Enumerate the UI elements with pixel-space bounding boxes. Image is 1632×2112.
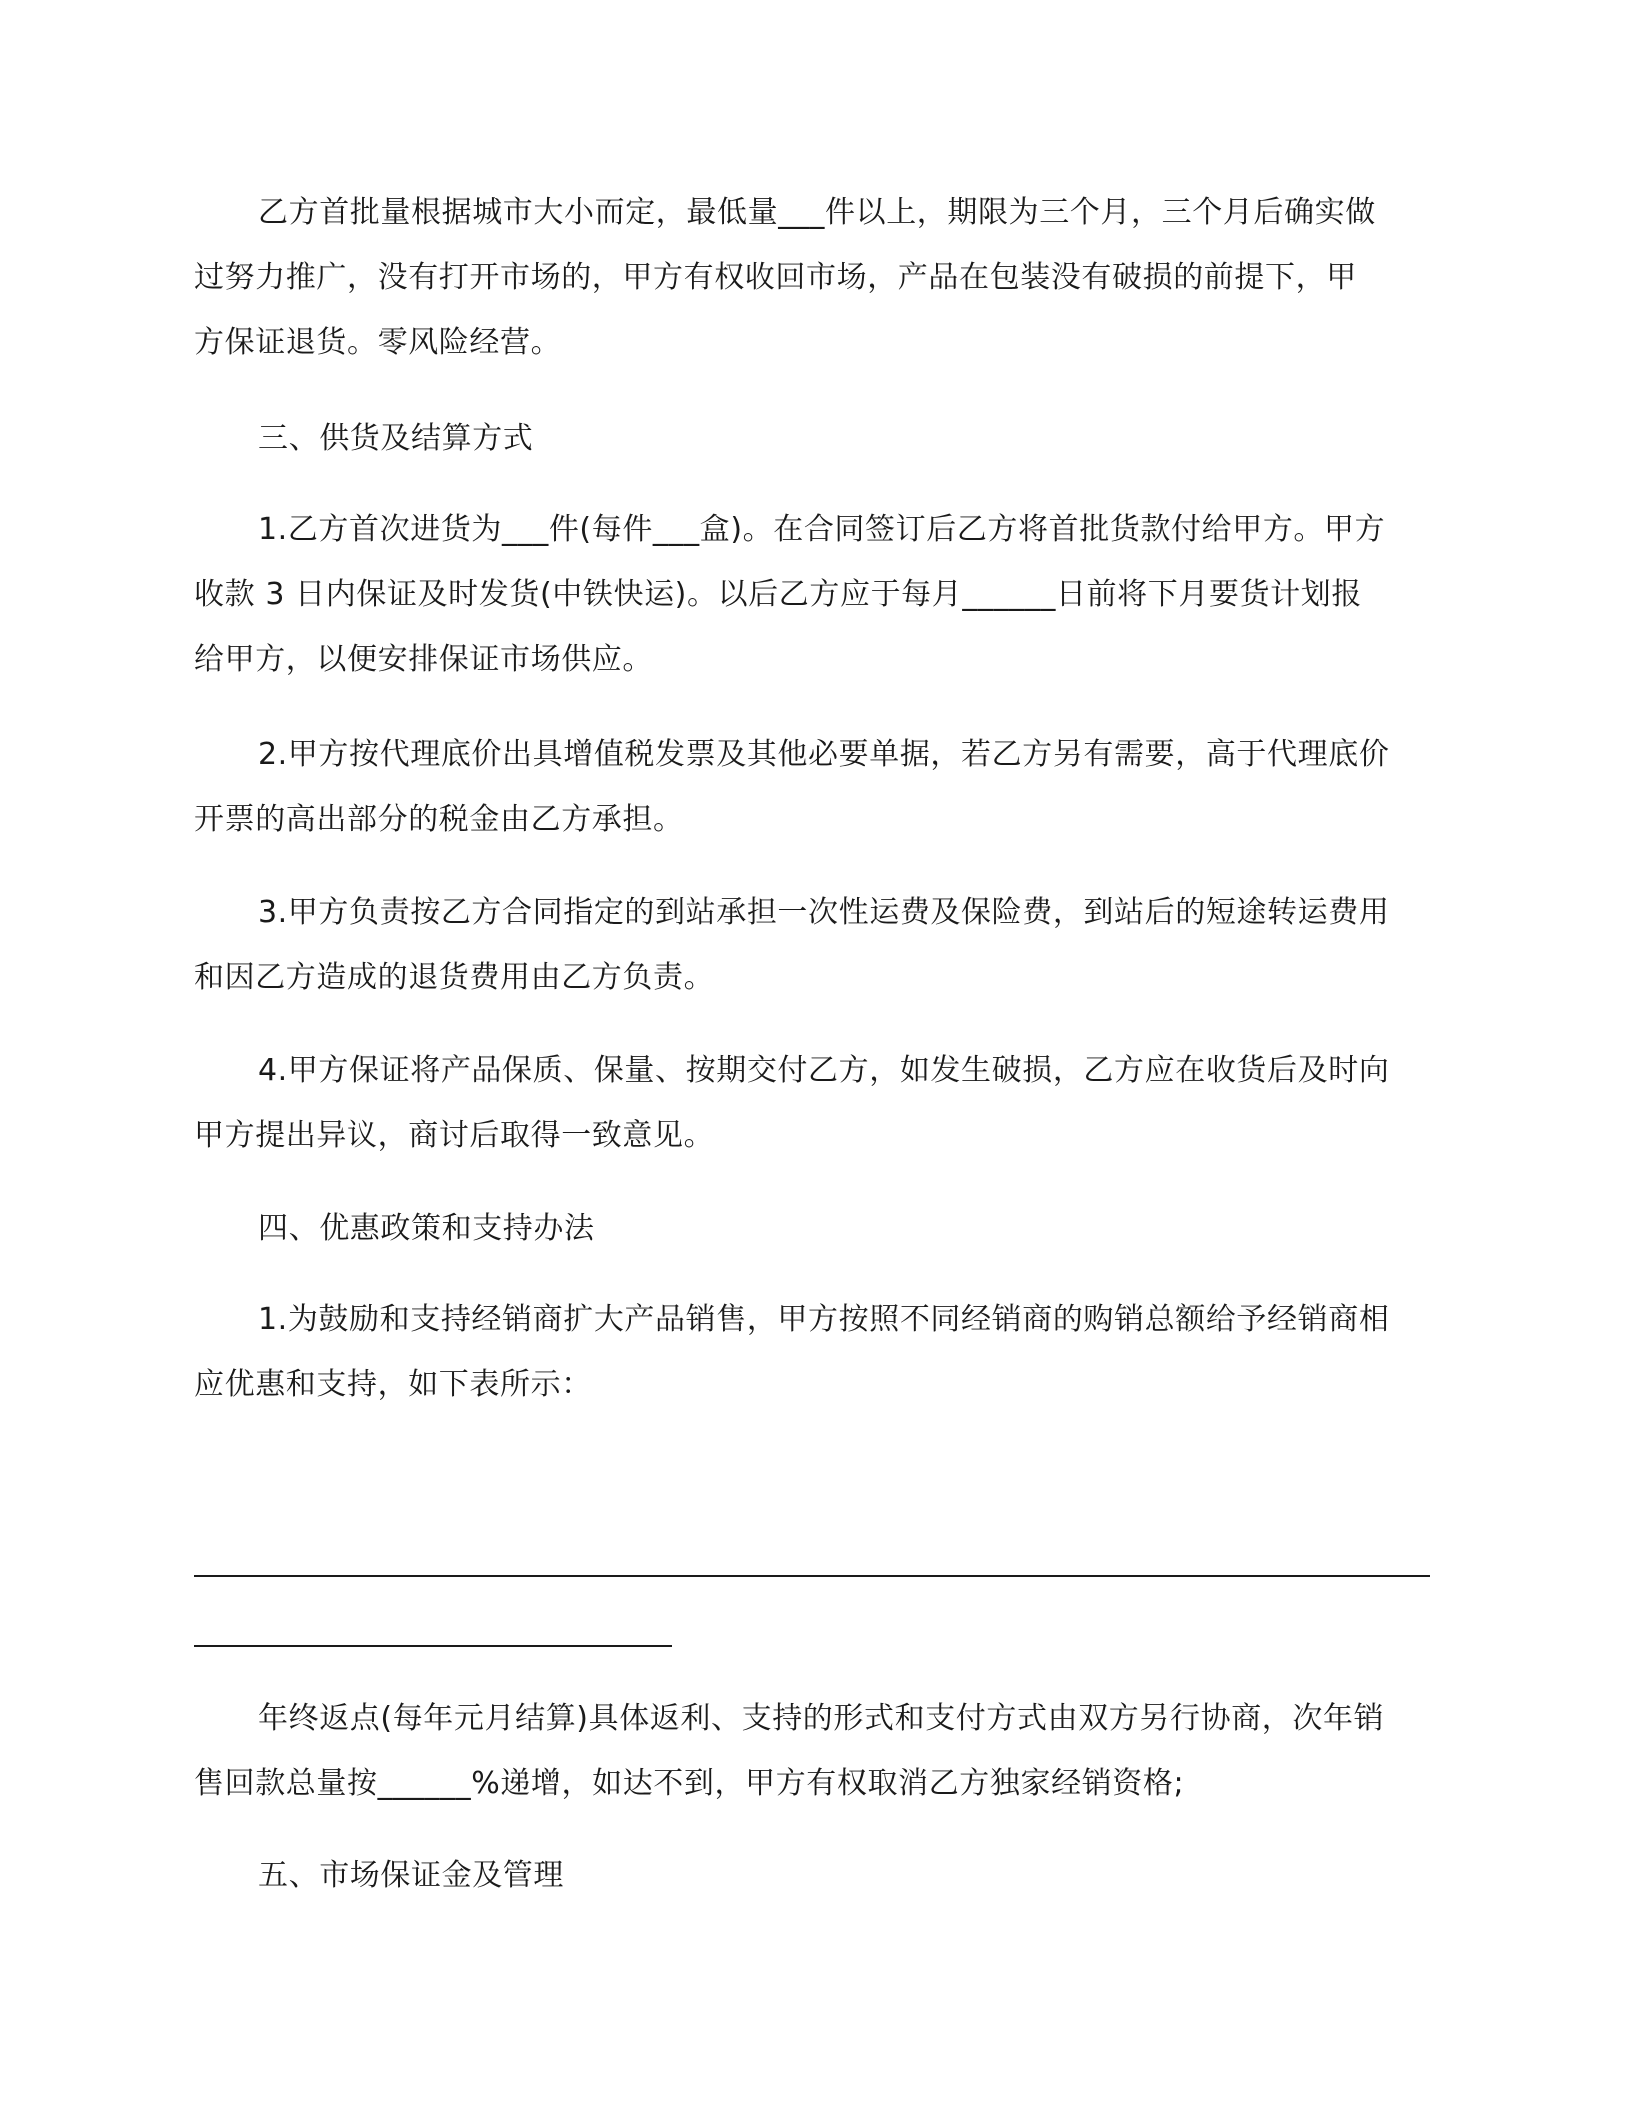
paragraph-supply-2 [194,722,1430,852]
section-heading-policies: 四、优惠政策和支持办法 [258,1211,595,1246]
text-line: 乙方首批量根据城市大小而定，最低量___件以上，期限为三个月，三个月后确实做 [258,195,1376,230]
text-line: 甲方提出异议，商讨后取得一致意见。 [194,1118,715,1153]
text-line: 2.甲方按代理底价出具增值税发票及其他必要单据，若乙方另有需要，高于代理底价 [258,737,1390,772]
paragraph-supply-3 [194,880,1430,1010]
section-heading-supply-settlement: 三、供货及结算方式 [258,421,534,456]
text-line: 和因乙方造成的退货费用由乙方负责。 [194,960,715,995]
text-line: 过努力推广，没有打开市场的，甲方有权收回市场，产品在包装没有破损的前提下，甲 [194,260,1357,295]
text-line: 3.甲方负责按乙方合同指定的到站承担一次性运费及保险费，到站后的短途转运费用 [258,895,1390,930]
text-line: 开票的高出部分的税金由乙方承担。 [194,802,684,837]
text-line: 给甲方，以便安排保证市场供应。 [194,642,653,677]
paragraph-supply-1 [194,497,1430,692]
text-line: 应优惠和支持，如下表所示： [194,1367,592,1402]
blank-underline-short [194,1645,672,1647]
text-line: 收款 3 日内保证及时发货(中铁快运)。以后乙方应于每月______日前将下月要货计划报 [194,577,1362,612]
text-line: 方保证退货。零风险经营。 [194,325,562,360]
text-line: 年终返点(每年元月结算)具体返利、支持的形式和支付方式由双方另行协商，次年销 [258,1701,1385,1736]
text-line: 售回款总量按______%递增，如达不到，甲方有权取消乙方独家经销资格; [194,1766,1185,1801]
paragraph-first-batch [194,180,1430,375]
text-line: 4.甲方保证将产品保质、保量、按期交付乙方，如发生破损，乙方应在收货后及时向 [258,1053,1390,1088]
paragraph-policy-1 [194,1287,1430,1417]
paragraph-supply-4 [194,1038,1430,1168]
text-line: 1.乙方首次进货为___件(每件___盒)。在合同签订后乙方将首批货款付给甲方。甲方 [258,512,1386,547]
paragraph-year-end-rebate [194,1686,1430,1816]
blank-underline [194,1575,1430,1577]
section-heading-deposit: 五、市场保证金及管理 [258,1858,564,1893]
text-line: 1.为鼓励和支持经销商扩大产品销售，甲方按照不同经销商的购销总额给予经销商相 [258,1302,1390,1337]
